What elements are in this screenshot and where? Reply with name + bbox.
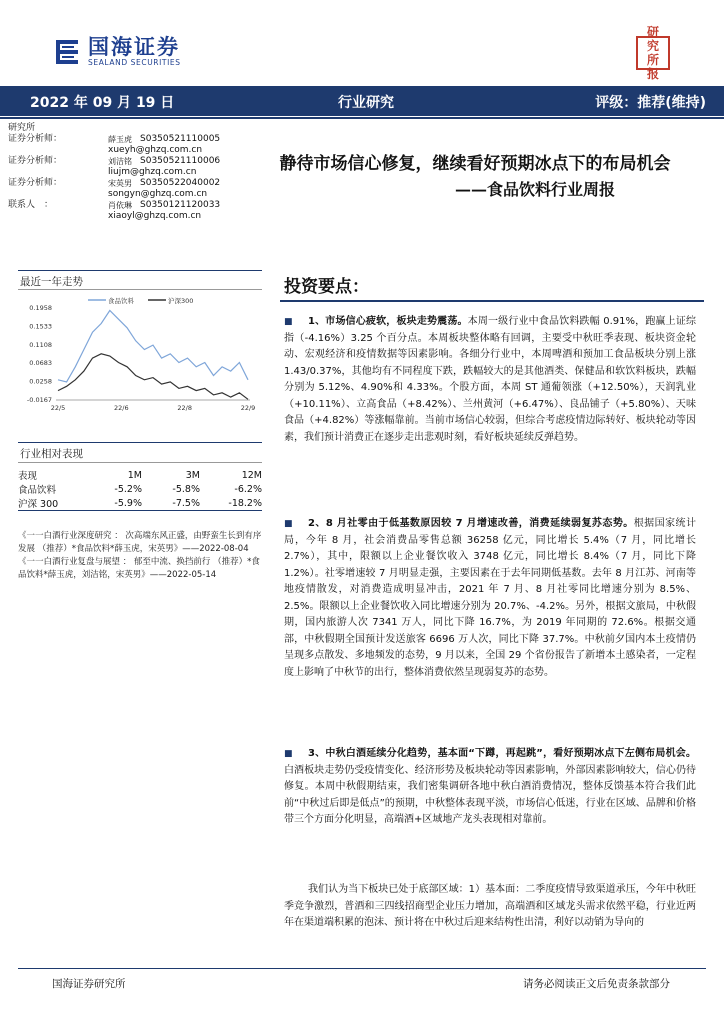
analyst-name: 薛玉虎 xyxy=(108,135,132,144)
table-cell: -5.9% xyxy=(114,497,142,509)
report-category: 行业研究 xyxy=(338,95,394,111)
point-number: 2、 xyxy=(308,518,326,529)
table-cell: -7.5% xyxy=(172,497,200,509)
company-name-en: SEALAND SECURITIES xyxy=(88,58,181,67)
table-header: 3M xyxy=(185,469,200,481)
chart-title: 最近一年走势 xyxy=(20,276,83,288)
table-cell: -5.2% xyxy=(114,483,142,495)
analyst-label: 联系人 ： xyxy=(8,200,54,210)
analyst-list xyxy=(8,123,220,222)
analyst-row xyxy=(8,178,220,189)
analyst-row xyxy=(8,200,220,211)
bullet-icon: ■ xyxy=(284,317,293,327)
bullet-icon: ■ xyxy=(284,519,293,529)
analyst-row xyxy=(8,134,220,145)
report-title: 静待市场信心修复，继续看好预期冰点下的布局机会 xyxy=(279,154,671,174)
sealand-logo-icon xyxy=(52,36,82,68)
footer-left: 国海证券研究所 xyxy=(52,978,126,990)
analyst-row xyxy=(8,156,220,167)
y-tick-label: -0.0167 xyxy=(26,396,52,404)
y-tick-label: 0.1108 xyxy=(29,340,52,349)
analyst-cert: S0350521110005 xyxy=(140,134,221,144)
table-row xyxy=(18,482,262,496)
banner-underline xyxy=(0,117,724,119)
report-rating: 评级：推荐(维持) xyxy=(595,95,706,111)
footer-divider xyxy=(18,968,706,969)
point-body: 白酒板块走势仍受疫情变化、经济形势及板块轮动等因素影响，外部因素影响较大，信心仍待修复。本周中秋假期结束，我们密集调研各地中秋白酒消费情况，整体反馈基本符合我们此前“中秋过后即是低点”的预期，中秋整体表现平淡，市场信心低迷，行业在区域、品牌和价格带三个方面分化明显，高端酒+区域地产龙头表现相对靠前。 xyxy=(284,764,696,825)
table-header: 12M xyxy=(241,469,262,481)
point-body: 根据国家统计局，今年 8 月，社会消费品零售总额 36258 亿元，同比增长 5.4%（7 月，同比增长 2.7%），其中，限额以上企业餐饮收入 3748 亿元，同比增长 8.4%（7 月，同比下降 1.2%）。社零增速较 7 月明显走强，主要因素在于去年同期低基数。去年 8 月江苏、河南等地疫情散发，对消费造成明显冲击，2021 年 7 月、8 月社零同比增速分别为 8.5%、2.5%。限额以上企业餐饮收入同比增速分别为 20.7%、-4.2%。另外，根据文旅局，中秋假期，国内旅游人次 7341 万人，同比下降 16.7%，为 2019 年同期的 72.6%。根据交通部，中秋假期全国预计发送旅客 6696 万人次，同比下降 37.7%。中秋前夕国内本土疫情仍呈现多点散发、多地频发的态势，9 月以来，全国 29 个省份报告了新增本土感染者，一定程度上影响了中秋节的出行，整体消费依然呈现弱复苏的态势。 xyxy=(284,518,696,678)
key-point-2 xyxy=(284,516,696,681)
key-points-underline xyxy=(280,300,704,302)
y-tick-label: 0.0683 xyxy=(29,359,52,368)
research-seal xyxy=(636,25,670,81)
analyst-email[interactable]: xueyh@ghzq.com.cn xyxy=(108,145,203,155)
point-number: 1、 xyxy=(308,316,326,327)
point-number: 3、 xyxy=(308,748,326,759)
analyst-cert: S0350121120033 xyxy=(140,200,221,210)
seal-char: 报 xyxy=(646,67,659,81)
table-header-row xyxy=(18,468,262,482)
analyst-email[interactable]: liujm@ghzq.com.cn xyxy=(108,167,197,177)
dept-label: 研究所 xyxy=(8,123,36,133)
x-tick-label: 22/8 xyxy=(177,404,192,412)
x-tick-label: 22/9 xyxy=(240,404,256,412)
key-points-title: 投资要点： xyxy=(284,277,369,297)
x-tick-label: 22/5 xyxy=(50,404,66,412)
legend-food: 食品饮料 xyxy=(108,297,134,305)
seal-char: 究 xyxy=(646,39,659,53)
analyst-label: 证券分析师： xyxy=(8,156,63,166)
point-heading: 市场信心疲软，板块走势震荡。 xyxy=(325,316,468,327)
series-line-food xyxy=(58,311,248,382)
analyst-email[interactable]: songyn@ghzq.com.cn xyxy=(108,189,208,199)
report-subtitle: ——食品饮料行业周报 xyxy=(454,180,615,199)
company-logo xyxy=(52,36,181,68)
company-name-cn: 国海证券 xyxy=(88,35,180,59)
related-report-item[interactable]: 《一一白酒行业复盘与展望 ： 郁至中流、换挡前行 （推荐）*食品饮料*薛玉虎，刘洁铭，宋英男》——2022-05-14 xyxy=(18,557,260,580)
performance-label: 行业相对表现 xyxy=(20,448,83,460)
seal-char: 研 xyxy=(646,25,659,39)
analyst-name: 肖依琳 xyxy=(108,201,132,210)
y-tick-label: 0.1533 xyxy=(29,322,52,331)
table-cell: -6.2% xyxy=(234,483,262,495)
report-banner xyxy=(0,86,724,116)
key-point-1 xyxy=(284,314,696,446)
report-title-block xyxy=(240,152,710,201)
point-body: 我们认为当下板块已处于底部区域：1）基本面：二季度疫情导致渠道承压，今年中秋旺季竞争激烈，普酒和三四线招商型企业压力增加，高端酒和区域龙头需求依然平稳，行业近两年在渠道端积累的泡沫、预计将在中秋过后迎来结构性出清，利好以动销为导向的 xyxy=(284,884,696,928)
table-header: 1M xyxy=(127,469,142,481)
analyst-label: 证券分析师： xyxy=(8,178,63,188)
table-header: 表现 xyxy=(18,471,38,482)
table-cell: -18.2% xyxy=(228,497,262,509)
analyst-email[interactable]: xiaoyl@ghzq.com.cn xyxy=(108,211,202,221)
point-heading: 8 月社零由于低基数原因较 7 月增速改善，消费延续弱复苏态势。 xyxy=(325,518,634,529)
analyst-name: 宋英男 xyxy=(108,179,132,188)
table-cell: 食品饮料 xyxy=(18,485,57,496)
table-row xyxy=(18,496,262,510)
y-tick-label: 0.1958 xyxy=(29,304,52,312)
related-reports xyxy=(18,530,262,582)
bullet-icon: ■ xyxy=(284,749,293,759)
footer-disclaimer[interactable]: 请务必阅读正文后免责条款部分 xyxy=(523,978,670,990)
divider xyxy=(18,462,262,463)
table-cell: -5.8% xyxy=(172,483,200,495)
key-point-4 xyxy=(284,882,696,932)
divider xyxy=(18,510,262,511)
report-date: 2022 年 09 月 19 日 xyxy=(30,95,175,111)
trend-chart xyxy=(18,290,258,418)
analyst-cert: S0350522040002 xyxy=(140,178,221,188)
performance-table xyxy=(18,468,262,510)
analyst-name: 刘洁铭 xyxy=(108,157,132,166)
table-cell: 沪深 300 xyxy=(18,499,59,510)
related-report-item[interactable]: 《一一白酒行业深度研究 ： 次高端东风正盛，由野蛮生长到有序发展 （推荐）*食品饮料*薛玉虎，宋英男》——2022-08-04 xyxy=(18,531,262,554)
divider xyxy=(18,442,262,443)
series-line-hs300 xyxy=(58,354,248,400)
divider xyxy=(18,270,262,271)
y-tick-label: 0.0258 xyxy=(29,377,52,386)
point-heading: 中秋白酒延续分化趋势，基本面“下蹲，再起跳”，看好预期冰点下左侧布局机会。 xyxy=(325,748,696,759)
legend-hs300: 沪深300 xyxy=(168,297,194,305)
x-tick-label: 22/6 xyxy=(114,404,129,412)
key-point-3 xyxy=(284,746,696,829)
point-body: 本周一级行业中食品饮料跌幅 0.91%，跑赢上证综指（-4.16%）3.25 个百分点。本周板块整体略有回调，主要受中秋旺季表现、板块资金轮动、宏观经济和疫情数据等因素影响。各细分行业中，本周啤酒和预加工食品板块分别上涨 1.43/0.37%，其他均有不同程度下跌，跌幅较大的是其他酒类、保健品和软饮料板块，跌幅分别为 5.12%、4.90%和 4.33%。个股方面，本周 ST 通葡领涨（+12.50%），天润乳业（+10.11%）、立高食品（+8.42%）、兰州黄河（+6.47%）、良品铺子（+5.80%）、天味食品（+4.82%）等涨幅靠前。当前市场信心较弱，但综合考虑疫情边际转好、板块轮动等因素，我们预计消费正在逐步走出悲观时刻，看好板块延续反弹趋势。 xyxy=(284,316,696,443)
seal-char: 所 xyxy=(646,53,659,67)
analyst-cert: S0350521110006 xyxy=(140,156,221,166)
analyst-label: 证券分析师： xyxy=(8,134,63,144)
